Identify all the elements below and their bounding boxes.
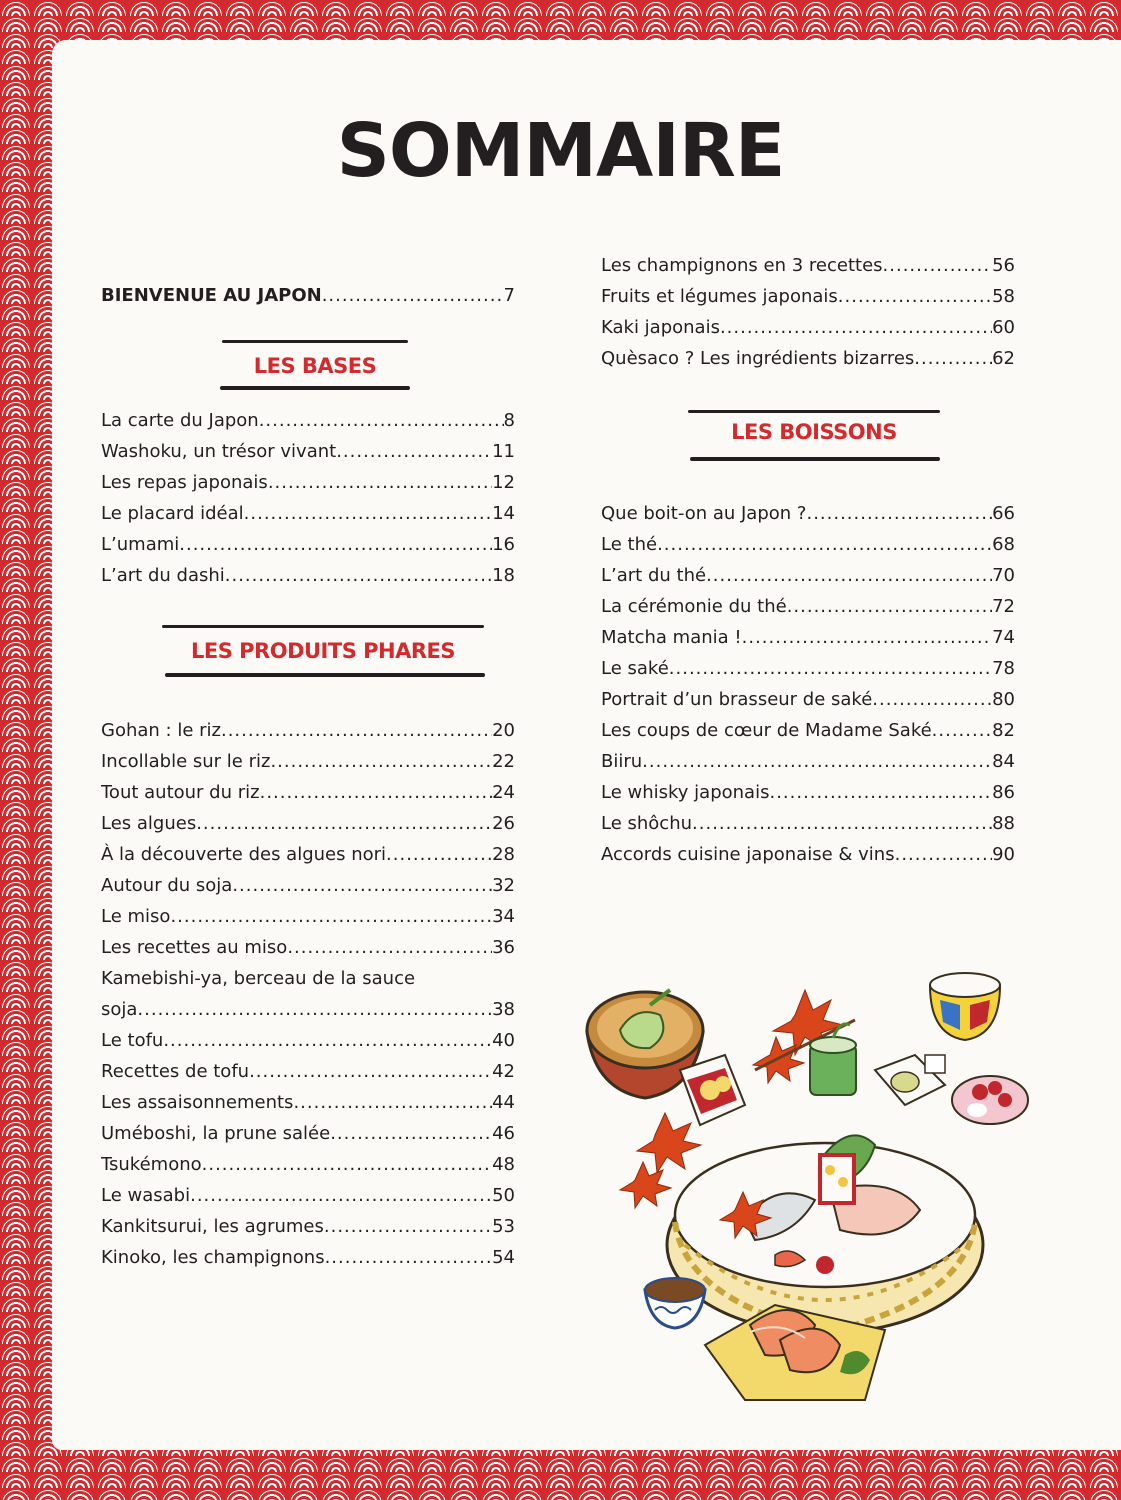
toc-entry-label: Kinoko, les champignons [101,1247,325,1268]
leader-dots [806,498,992,529]
toc-entry[interactable] [101,1180,515,1211]
toc-entry[interactable] [601,529,1015,560]
toc-entry[interactable] [101,1211,515,1242]
toc-entry-page: 42 [492,1061,515,1082]
leader-dots [692,808,992,839]
toc-entry-label: Kaki japonais [601,317,720,338]
toc-entry-label: Gohan : le riz [101,720,221,741]
sauce-bowl-icon [645,1278,705,1328]
toc-entry-page: 24 [492,782,515,803]
leader-dots [336,436,492,467]
section-heading-bases: LES BASES [253,354,377,378]
toc-entry[interactable] [101,1025,515,1056]
toc-entry-label: Que boit-on au Japon ? [601,503,807,524]
section-heading-boissons: LES BOISSONS [731,420,897,444]
toc-entry-page: 88 [992,813,1015,834]
toc-entry-label: Le shôchu [601,813,693,834]
toc-entry-label: Recettes de tofu [101,1061,250,1082]
toc-entry-page: 14 [492,503,515,524]
leader-dots [742,622,992,653]
toc-entry-label: Portrait d’un brasseur de saké [601,689,873,710]
toc-entry[interactable] [101,870,515,901]
toc-entry-label: Le whisky japonais [601,782,770,803]
toc-entry[interactable] [601,839,1015,870]
leader-dots [872,684,992,715]
toc-entry-page: 82 [992,720,1015,741]
toc-entry-label: Les recettes au miso [101,937,288,958]
toc-entry[interactable] [101,498,515,529]
toc-entry-page: 80 [992,689,1015,710]
toc-entry-label: La cérémonie du thé [601,596,787,617]
toc-entry-page: 62 [992,348,1015,369]
toc-entry[interactable] [101,1056,515,1087]
toc-entry[interactable] [601,591,1015,622]
leader-dots [225,560,492,591]
toc-entry[interactable] [101,405,515,436]
toc-entry[interactable] [601,343,1015,374]
heading-rule-bottom [220,386,410,390]
leader-dots [669,653,992,684]
toc-entry-label-cont: soja [101,999,138,1020]
leader-dots [287,932,492,963]
toc-entry-label: Matcha mania ! [601,627,742,648]
japanese-food-illustration [575,960,1055,1420]
toc-entry-label: Le placard idéal [101,503,244,524]
leader-dots [221,715,492,746]
toc-entry-label: Kankitsurui, les agrumes [101,1216,324,1237]
toc-entry-page: 16 [492,534,515,555]
toc-entry-page: 70 [992,565,1015,586]
toc-entry-label: Tsukémono [101,1154,202,1175]
toc-entry-page: 40 [492,1030,515,1051]
toc-entry[interactable] [101,560,515,591]
toc-entry[interactable] [101,839,515,870]
toc-entry-page: 38 [492,999,515,1020]
toc-entry[interactable] [601,808,1015,839]
leader-dots [249,1056,492,1087]
toc-entry[interactable] [601,560,1015,591]
toc-entry[interactable] [101,777,515,808]
toc-entry-page: 90 [992,844,1015,865]
toc-entry-page: 78 [992,658,1015,679]
toc-entry[interactable] [101,467,515,498]
leader-dots [260,777,493,808]
leader-dots [270,746,492,777]
toc-entry-page: 53 [492,1216,515,1237]
toc-entry[interactable] [101,1087,515,1118]
toc-entry-page: 48 [492,1154,515,1175]
toc-entry-page: 36 [492,937,515,958]
toc-entry[interactable] [101,1149,515,1180]
toc-entry-label: L’art du dashi [101,565,225,586]
toc-entry-page: 50 [492,1185,515,1206]
leader-dots [325,1242,493,1273]
toc-entry-page: 74 [992,627,1015,648]
toc-entry-page: 26 [492,813,515,834]
toc-entry-page: 54 [492,1247,515,1268]
leader-dots [196,808,492,839]
toc-entry-page: 34 [492,906,515,927]
toc-entry[interactable] [601,498,1015,529]
toc-entry[interactable] [601,281,1015,312]
toc-entry-label: Incollable sur le riz [101,751,271,772]
leader-dots [895,839,993,870]
toc-entry-label: Les algues [101,813,197,834]
leader-dots [386,839,492,870]
toc-entry-page: 28 [492,844,515,865]
toc-entry-label: Les assaisonnements [101,1092,294,1113]
toc-entry-page: 84 [992,751,1015,772]
leader-dots [657,529,992,560]
toc-entry-label: L’art du thé [601,565,707,586]
toc-entry-page: 60 [992,317,1015,338]
leader-dots [244,498,492,529]
toc-entry[interactable] [601,622,1015,653]
toc-entry[interactable] [601,715,1015,746]
toc-entry-label[interactable]: Kamebishi-ya, berceau de la sauce [101,968,416,989]
toc-entry[interactable] [101,1242,515,1273]
toc-entry[interactable] [601,312,1015,343]
toc-entry-label: La carte du Japon [101,410,259,431]
leader-dots [232,870,492,901]
toc-entry-label: Le thé [601,534,658,555]
leader-dots [268,467,492,498]
toc-entry-intro[interactable] [101,280,515,311]
leader-dots [642,746,992,777]
toc-entry[interactable] [101,901,515,932]
red-dish-icon [952,1076,1028,1124]
toc-entry[interactable] [601,653,1015,684]
toc-entry-label: Tout autour du riz [101,782,260,803]
toc-entry-page: 12 [492,472,515,493]
toc-entry-label: Accords cuisine japonaise & vins [601,844,895,865]
toc-entry[interactable] [101,1118,515,1149]
toc-entry-page: 32 [492,875,515,896]
toc-entry-page: 11 [492,441,515,462]
toc-entry-label: BIENVENUE AU JAPON [101,285,322,306]
heading-rule-top [688,410,940,413]
toc-entry-label: Autour du soja [101,875,233,896]
toc-entry[interactable] [601,684,1015,715]
toc-entry-page: 56 [992,255,1015,276]
leader-dots [330,1118,492,1149]
toc-entry-label: Les coups de cœur de Madame Saké [601,720,932,741]
toc-entry-label: Fruits et légumes japonais [601,286,838,307]
leader-dots [202,1149,492,1180]
heading-rule-bottom [690,457,940,461]
toc-entry-page: 58 [992,286,1015,307]
section-heading-produits: LES PRODUITS PHARES [191,639,455,663]
leader-dots [706,560,992,591]
leader-dots [914,343,992,374]
leader-dots [769,777,992,808]
leader-dots [787,591,992,622]
leader-dots [883,250,993,281]
leader-dots [322,280,504,311]
toc-entry-label: À la découverte des algues nori [101,844,387,865]
toc-entry-label: Le tofu [101,1030,164,1051]
toc-entry[interactable] [101,808,515,839]
toc-entry-page: 44 [492,1092,515,1113]
leader-dots [163,1025,492,1056]
toc-entry-page: 68 [992,534,1015,555]
leader-dots [932,715,992,746]
toc-entry-page: 20 [492,720,515,741]
toc-entry[interactable] [101,436,515,467]
toc-entry[interactable] [101,994,515,1025]
toc-entry-page: 46 [492,1123,515,1144]
toc-entry[interactable] [101,715,515,746]
toc-entry[interactable] [101,932,515,963]
colorful-cup-icon [930,973,1000,1040]
leader-dots [179,529,492,560]
toc-entry-label: Washoku, un trésor vivant [101,441,337,462]
toc-entry-page: 66 [992,503,1015,524]
page-title: SOMMAIRE [336,108,785,194]
heading-rule-bottom [165,673,485,677]
leader-dots [838,281,992,312]
heading-rule-top [162,625,484,628]
toc-entry-label: Le wasabi [101,1185,191,1206]
toc-entry[interactable] [601,746,1015,777]
toc-entry[interactable] [101,529,515,560]
toc-entry-label: Le saké [601,658,669,679]
leader-dots [324,1211,492,1242]
toc-entry-label: Les repas japonais [101,472,268,493]
toc-entry-label: Uméboshi, la prune salée [101,1123,331,1144]
toc-entry[interactable] [601,250,1015,281]
heading-rule-top [222,340,408,343]
toc-entry-page: 18 [492,565,515,586]
toc-entry[interactable] [101,746,515,777]
toc-entry-label: Biiru [601,751,643,772]
toc-entry-page: 7 [503,285,515,306]
toc-entry-page: 72 [992,596,1015,617]
leader-dots [293,1087,492,1118]
toc-entry-label: Les champignons en 3 recettes [601,255,883,276]
leader-dots [259,405,504,436]
leader-dots [170,901,492,932]
toc-entry-page: 22 [492,751,515,772]
toc-entry-label: L’umami [101,534,180,555]
toc-entry-page: 86 [992,782,1015,803]
leader-dots [720,312,992,343]
toc-entry-label: Quèsaco ? Les ingrédients bizarres [601,348,915,369]
plate-icon [875,1055,945,1105]
toc-entry[interactable] [601,777,1015,808]
leader-dots [137,994,492,1025]
toc-entry-label: Le miso [101,906,171,927]
toc-entry-page: 8 [503,410,515,431]
leader-dots [190,1180,492,1211]
